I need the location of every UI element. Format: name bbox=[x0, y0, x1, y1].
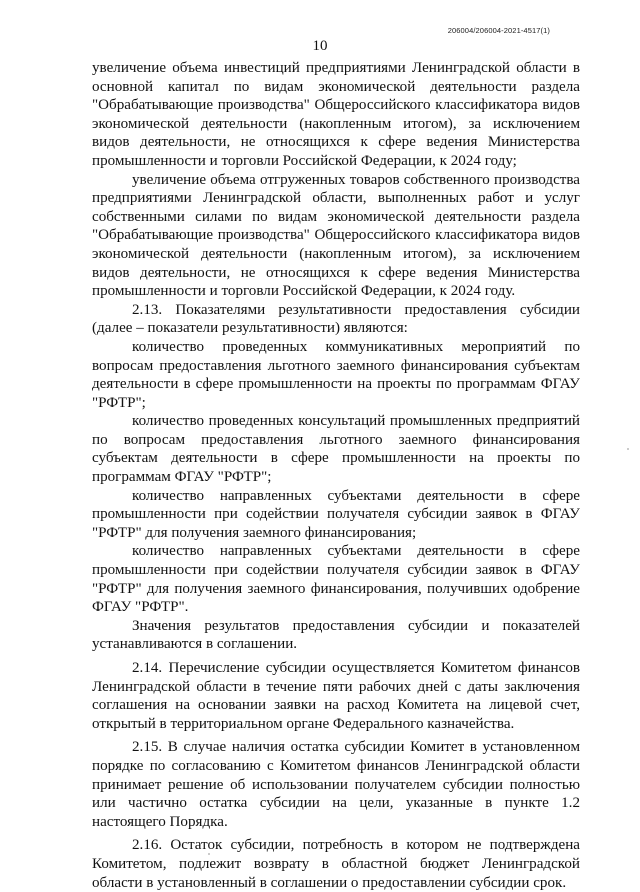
scan-speck bbox=[627, 448, 629, 450]
paragraph-2-15: 2.15. В случае наличия остатка субсидии Комитет в установленном порядке по согласованию с Комитетом финансов Ленинградской области принимает решение об использовании получателем субсидии полностью или частично остатка субсидии на цели, указанные в пункте 1.2 настоящего Порядка. bbox=[92, 739, 580, 830]
list-item-communication-events: количество проведенных коммуникативных мероприятий по вопросам предоставления льготного заемного финансирования субъектам деятельности в сфере промышленности на проекты по программам ФГАУ "РФТР"; bbox=[92, 338, 580, 411]
paragraph-2-14: 2.14. Перечисление субсидии осуществляется Комитетом финансов Ленинградской области в течение пяти рабочих дней с даты заключения соглашения на основании заявки на расход Комитета на лицевой счет, открытый в территориальном органе Федерального казначейства. bbox=[92, 660, 580, 732]
list-item-consultations: количество проведенных консультаций промышленных предприятий по вопросам предоставления льготного заемного финансирования субъектам деятельности в сфере промышленности на проекты по программам ФГАУ "РФТР"; bbox=[92, 413, 580, 486]
paragraph-values-in-agreement: Значения результатов предоставления субсидии и показателей устанавливаются в соглашении. bbox=[92, 617, 580, 653]
list-item-applications-approved: количество направленных субъектами деятельности в сфере промышленности при содействии получателя субсидии заявок в ФГАУ "РФТР" для получения заемного финансирования, получивших одобрение ФГАУ "РФТР". bbox=[92, 543, 580, 616]
list-item-applications-sent: количество направленных субъектами деятельности в сфере промышленности при содействии получателя субсидии заявок в ФГАУ "РФТР" для получения заемного финансирования; bbox=[92, 487, 580, 541]
paragraph-2-16: 2.16. Остаток субсидии, потребность в котором не подтверждена Комитетом, подлежит возврату в областной бюджет Ленинградской области в установленный в соглашении о предоставлении субсидии срок. bbox=[92, 837, 580, 891]
page-number: 10 bbox=[312, 38, 328, 54]
paragraph-shipped-goods-indicator: увеличение объема отгруженных товаров собственного производства предприятиями Ленинградской области, выполненных работ и услуг собственными силами по видам экономической деятельности раздела "Обрабатывающие производства" Общероссийского классификатора видов экономической деятельности (накопленным итогом), за исключением видов деятельности, не относящихся к сфере ведения Министерства промышленности и торговли Российской Федерации, к 2024 году. bbox=[92, 171, 580, 300]
document-id: 206004/206004-2021-4517(1) bbox=[447, 26, 550, 35]
scan-speck bbox=[208, 853, 210, 855]
paragraph-2-13: 2.13. Показателями результативности предоставления субсидии (далее – показатели результативности) являются: bbox=[92, 301, 580, 337]
document-body bbox=[92, 59, 580, 892]
paragraph-investment-indicator: увеличение объема инвестиций предприятиями Ленинградской области в основной капитал по видам экономической деятельности раздела "Обрабатывающие производства" Общероссийского классификатора видов экономической деятельности (накопленным итогом), за исключением видов деятельности, не относящихся к сфере ведения Министерства промышленности и торговли Российской Федерации, к 2024 году; bbox=[92, 60, 580, 169]
